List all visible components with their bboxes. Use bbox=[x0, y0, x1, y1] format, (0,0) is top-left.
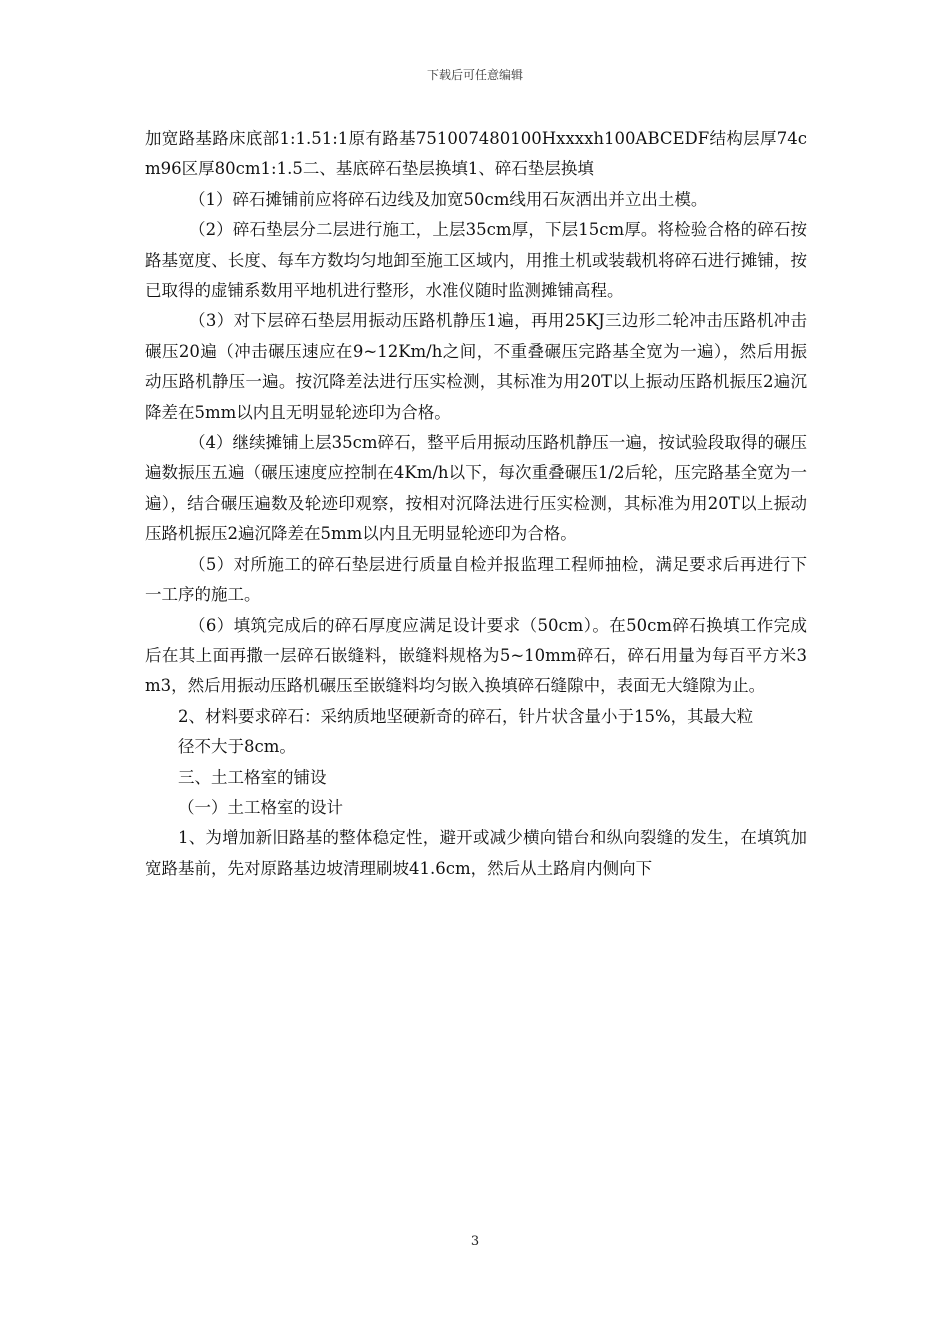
paragraph-design-1: 1、为增加新旧路基的整体稳定性，避开或减少横向错台和纵向裂缝的发生，在填筑加宽路基前，先对原路基边坡清理刷坡41.6cm，然后从土路肩内侧向下 bbox=[145, 828, 807, 878]
paragraph-step-3: （3）对下层碎石垫层用振动压路机静压1遍，再用25KJ三边形二轮冲击压路机冲击碾压20遍（冲击碾压速应在9~12Km/h之间，不重叠碾压完路基全宽为一遍），然后用振动压路机静压一遍。按沉降差法进行压实检测，其标准为用20T以上振动压路机振压2遍沉降差在5mm以内且无明显轮迹印为合格。 bbox=[145, 311, 807, 422]
paragraph-step-5: （5）对所施工的碎石垫层进行质量自检并报监理工程师抽检，满足要求后再进行下一工序的施工。 bbox=[145, 554, 807, 605]
page-header: 下载后可任意编辑 bbox=[426, 68, 523, 82]
paragraph-material: 2、材料要求碎石：采纳质地坚硬新奇的碎石，针片状含量小于15%，其最大粒 bbox=[178, 706, 754, 726]
subsection-heading: （一）土工格室的设计 bbox=[178, 797, 343, 817]
paragraph-intro: 加宽路基路床底部1:1.51:1原有路基751007480100Hxxxxh100ABCEDF结构层厚74cm96区厚80cm1:1.5二、基底碎石垫层换填1、碎石垫层换填 bbox=[145, 129, 807, 179]
paragraph-step-4: （4）继续摊铺上层35cm碎石，整平后用振动压路机静压一遍，按试验段取得的碾压遍数振压五遍（碾压速度应控制在4Km/h以下，每次重叠碾压1/2后轮，压完路基全宽为一遍），结合碾压遍数及轮迹印观察，按相对沉降法进行压实检测，其标准为用20T以上振动压路机振压2遍沉降差在5mm以内且无明显轮迹印为合格。 bbox=[145, 433, 807, 544]
paragraph-material-cont: 径不大于8cm。 bbox=[178, 737, 296, 757]
paragraph-step-2: （2）碎石垫层分二层进行施工，上层35cm厚，下层15cm厚。将检验合格的碎石按路基宽度、长度、每车方数均匀地卸至施工区域内，用推土机或装载机将碎石进行摊铺，按已取得的虚铺系数用平地机进行整形，水准仪随时监测摊铺高程。 bbox=[145, 220, 807, 301]
document-body bbox=[145, 124, 807, 884]
page-number: 3 bbox=[470, 1234, 480, 1249]
paragraph-step-6: （6）填筑完成后的碎石厚度应满足设计要求（50cm）。在50cm碎石换填工作完成后在其上面再撒一层碎石嵌缝料，嵌缝料规格为5~10mm碎石，碎石用量为每百平方米3m3，然后用振动压路机碾压至嵌缝料均匀嵌入换填碎石缝隙中，表面无大缝隙为止。 bbox=[145, 615, 807, 696]
paragraph-step-1: （1）碎石摊铺前应将碎石边线及加宽50cm线用石灰洒出并立出土模。 bbox=[189, 189, 708, 209]
section-heading-3: 三、土工格室的铺设 bbox=[178, 767, 327, 787]
